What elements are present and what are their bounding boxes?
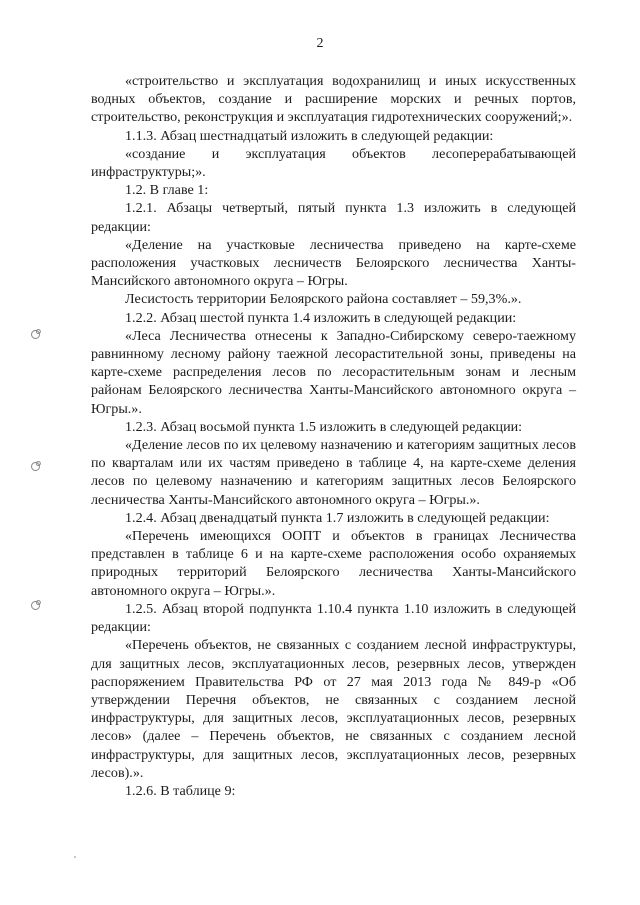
scan-artifact-speck <box>74 856 76 858</box>
paragraph: «Перечень имеющихся ООПТ и объектов в границах Лесничества представлен в таблице 6 и на карте-схеме расположения особо охраняемых природных территорий Белоярского лесничества Ханты-Мансийского автономного округа – Югры.». <box>91 528 576 599</box>
paragraph: «Деление лесов по их целевому назначению и категориям защитных лесов по кварталам или их частям приведено в таблице 4, на карте-схеме деления лесов по целевому назначению и категориям защитных лесов Белоярского лесничества Ханты-Мансийского автономного округа – Югры.». <box>91 437 576 508</box>
paragraph: 1.2. В главе 1: <box>125 182 209 199</box>
paragraph: 1.2.6. В таблице 9: <box>125 782 236 799</box>
document-body <box>91 72 576 800</box>
paragraph: «строительство и эксплуатация водохранилищ и иных искусственных водных объектов, создание и расширение морских и речных портов, строительство, реконструкция и эксплуатация гидротехнических сооружений;». <box>91 73 576 126</box>
page-number: 2 <box>316 36 324 51</box>
paragraph: «Леса Лесничества отнесены к Западно-Сибирскому северо-таежному равнинному лесному району таежной лесорастительной зоны, приведены на карте-схеме распределения лесов по лесорастительным зонам и лесным районам Белоярского лесничества Ханты-Мансийского автономного округа – Югры.». <box>91 327 576 417</box>
paragraph: 1.2.4. Абзац двенадцатый пункта 1.7 изложить в следующей редакции: <box>125 509 550 526</box>
paragraph: «Перечень объектов, не связанных с созданием лесной инфраструктуры, для защитных лесов, эксплуатационных лесов, резервных лесов, утвержден распоряжением Правительства РФ от 27 мая 2013 года № 849-р «Об утверждении Перечня объектов, не связанных с созданием лесной инфраструктуры, для защитных лесов, эксплуатационных лесов, резервных лесов» (далее – Перечень объектов, не связанных с созданием лесной инфраструктуры, для защитных лесов, эксплуатационных лесов, резервных лесов).». <box>91 637 576 781</box>
scan-artifact-mark <box>29 328 41 340</box>
scan-artifact-mark <box>29 460 41 472</box>
paragraph: 1.1.3. Абзац шестнадцатый изложить в следующей редакции: <box>125 127 494 144</box>
paragraph: «Деление на участковые лесничества приведено на карте-схеме расположения участковых лесничеств Белоярского лесничества Ханты-Мансийского автономного округа – Югры. <box>91 236 576 290</box>
scan-artifact-mark <box>29 599 41 611</box>
paragraph: «создание и эксплуатация объектов лесоперерабатывающей инфраструктуры;». <box>91 145 576 181</box>
paragraph: Лесистость территории Белоярского района составляет – 59,3%.». <box>125 291 522 308</box>
paragraph: 1.2.1. Абзацы четвертый, пятый пункта 1.3 изложить в следующей редакции: <box>91 200 576 235</box>
paragraph: 1.2.5. Абзац второй подпункта 1.10.4 пункта 1.10 изложить в следующей редакции: <box>91 600 576 636</box>
paragraph: 1.2.2. Абзац шестой пункта 1.4 изложить в следующей редакции: <box>125 309 517 326</box>
paragraph: 1.2.3. Абзац восьмой пункта 1.5 изложить в следующей редакции: <box>125 418 523 435</box>
